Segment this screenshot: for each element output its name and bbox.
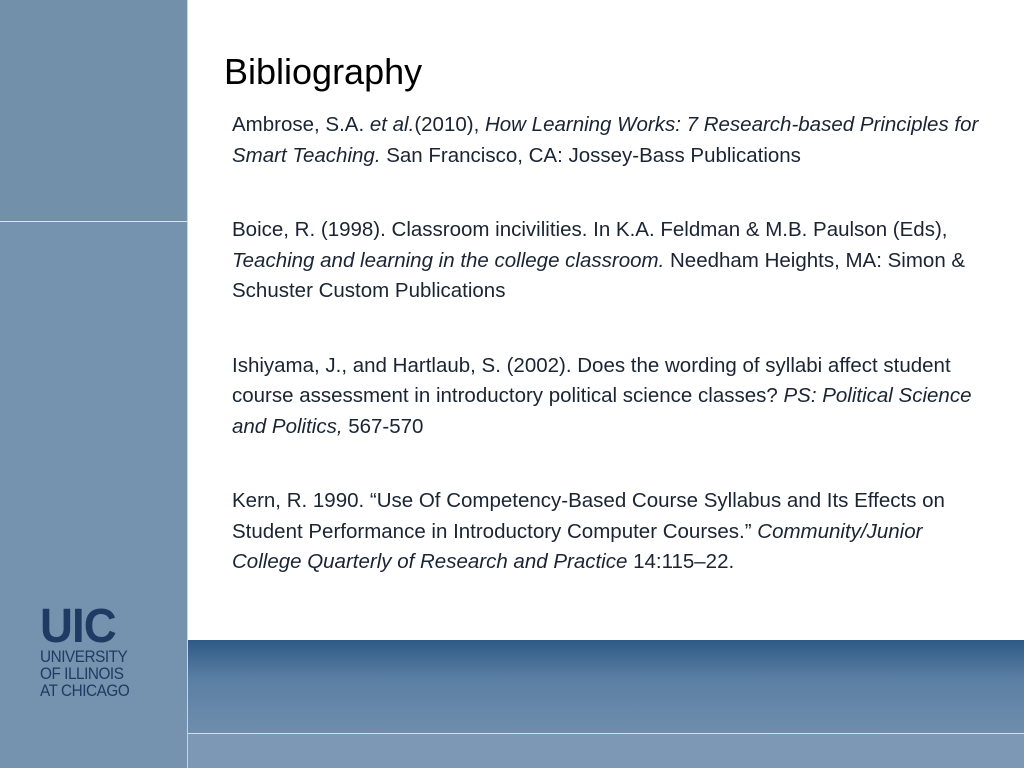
entry-text: How Learning Works: 7 Research-based Principles for Smart Teaching. [232, 113, 979, 167]
bibliography-entry [232, 486, 992, 578]
sidebar-panel-top [0, 0, 187, 221]
bibliography-list [232, 110, 992, 622]
entry-text: et al. [369, 113, 415, 136]
entry-text: Ambrose, S.A. [232, 113, 370, 136]
page-title: Bibliography [224, 51, 423, 92]
logo-line-1: UNIVERSITY [40, 647, 128, 666]
uic-logo [40, 600, 150, 700]
entry-text: Community/Junior College Quarterly of Research and Practice [232, 519, 923, 573]
entry-text: Teaching and learning in the college classroom. [232, 248, 665, 272]
entry-text: Boice, R. (1998). Classroom incivilities. In K.A. Feldman & M.B. Paulson (Eds), [232, 218, 948, 241]
entry-text: Ishiyama, J., and Hartlaub, S. (2002). Does the wording of syllabi affect student course assessment in introductory political science classes? [232, 353, 951, 407]
entry-text: (2010), [414, 113, 485, 136]
entry-text: PS: Political Science and Politics, [232, 384, 972, 438]
logo-line-3: AT CHICAGO [40, 681, 130, 700]
entry-text: 567-570 [342, 414, 424, 438]
logo-line-2: OF ILLINOIS [40, 664, 124, 683]
entry-text: Needham Heights, MA: Simon & Schuster Custom Publications [232, 248, 966, 302]
bibliography-entry [232, 351, 992, 443]
entry-text: 14:115–22. [627, 550, 735, 573]
entry-text: San Francisco, CA: Jossey-Bass Publications [380, 143, 801, 167]
bibliography-entry [232, 215, 992, 307]
entry-text: Kern, R. 1990. “Use Of Competency-Based Course Syllabus and Its Effects on Student Performance in Introductory Computer Courses.” [232, 489, 945, 543]
logo-mark: UIC [40, 600, 116, 653]
bibliography-entry [232, 110, 992, 171]
bottom-band-lower [188, 734, 1024, 768]
